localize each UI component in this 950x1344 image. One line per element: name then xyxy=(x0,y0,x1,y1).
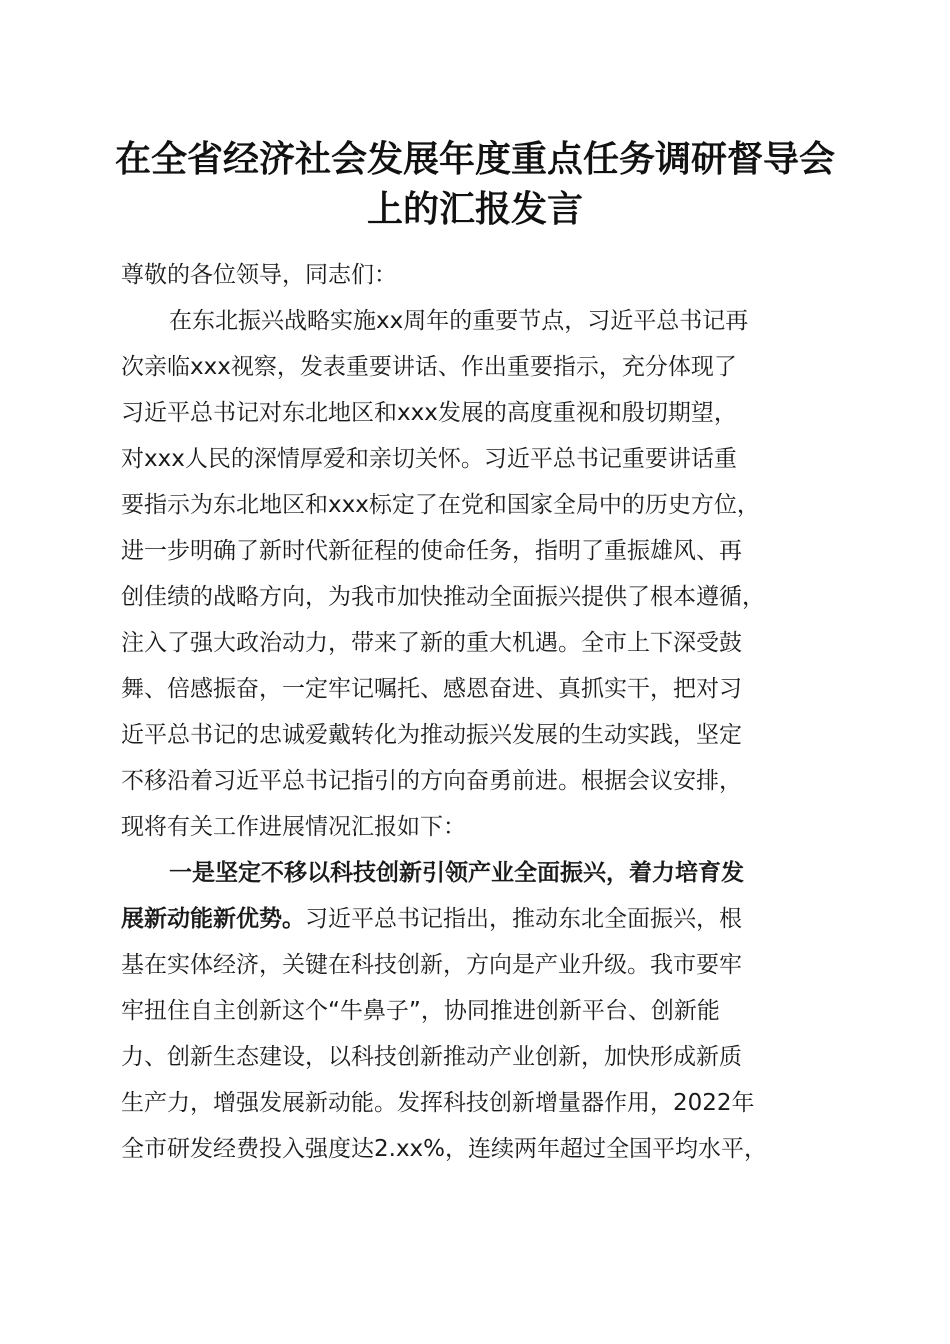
paragraph-line: 力、创新生态建设，以科技创新推动产业创新，加快形成新质 xyxy=(121,1044,742,1070)
paragraph-line: 进一步明确了新时代新征程的使命任务，指明了重振雄风、再 xyxy=(121,538,742,564)
paragraph-line: 对xxx人民的深情厚爱和亲切关怀。习近平总书记重要讲话重 xyxy=(121,446,737,472)
paragraph-1 xyxy=(121,298,841,850)
paragraph-line xyxy=(121,896,841,942)
document-title xyxy=(100,134,850,234)
paragraph-line: 次亲临xxx视察，发表重要讲话、作出重要指示，充分体现了 xyxy=(121,354,737,380)
paragraph-line: 近平总书记的忠诚爱戴转化为推动振兴发展的生动实践，坚定 xyxy=(121,722,742,748)
paragraph-line: 习近平总书记对东北地区和xxx发展的高度重视和殷切期望， xyxy=(121,400,737,426)
paragraph-line: 要指示为东北地区和xxx标定了在党和国家全局中的历史方位， xyxy=(121,492,760,518)
paragraph-line-rest: 习近平总书记指出，推动东北全面振兴，根 xyxy=(305,906,742,932)
paragraph-line: 生产力，增强发展新动能。发挥科技创新增量器作用，2022年 xyxy=(121,1090,755,1116)
salutation: 尊敬的各位领导，同志们： xyxy=(121,262,397,288)
paragraph-heading-line: 一是坚定不移以科技创新引领产业全面振兴，着力培育发 xyxy=(169,860,744,886)
title-line-2: 上的汇报发言 xyxy=(366,188,583,230)
paragraph-2 xyxy=(121,850,841,1172)
paragraph-line: 牢扭住自主创新这个“牛鼻子”，协同推进创新平台、创新能 xyxy=(121,998,720,1024)
paragraph-line: 全市研发经费投入强度达2.xx%，连续两年超过全国平均水平， xyxy=(121,1136,768,1162)
paragraph-line: 创佳绩的战略方向，为我市加快推动全面振兴提供了根本遵循， xyxy=(121,584,765,610)
document-body xyxy=(121,252,841,1172)
paragraph-line: 基在实体经济，关键在科技创新，方向是产业升级。我市要牢 xyxy=(121,952,742,978)
title-line-1: 在全省经济社会发展年度重点任务调研督导会 xyxy=(114,138,835,180)
paragraph-line: 在东北振兴战略实施xx周年的重要节点，习近平总书记再 xyxy=(169,308,749,334)
paragraph-line: 注入了强大政治动力，带来了新的重大机遇。全市上下深受鼓 xyxy=(121,630,742,656)
paragraph-heading-tail: 展新动能新优势。 xyxy=(121,906,305,932)
paragraph-line: 现将有关工作进展情况汇报如下： xyxy=(121,814,466,840)
paragraph-line: 不移沿着习近平总书记指引的方向奋勇前进。根据会议安排， xyxy=(121,768,742,794)
paragraph-line: 舞、倍感振奋，一定牢记嘱托、感恩奋进、真抓实干，把对习 xyxy=(121,676,742,702)
